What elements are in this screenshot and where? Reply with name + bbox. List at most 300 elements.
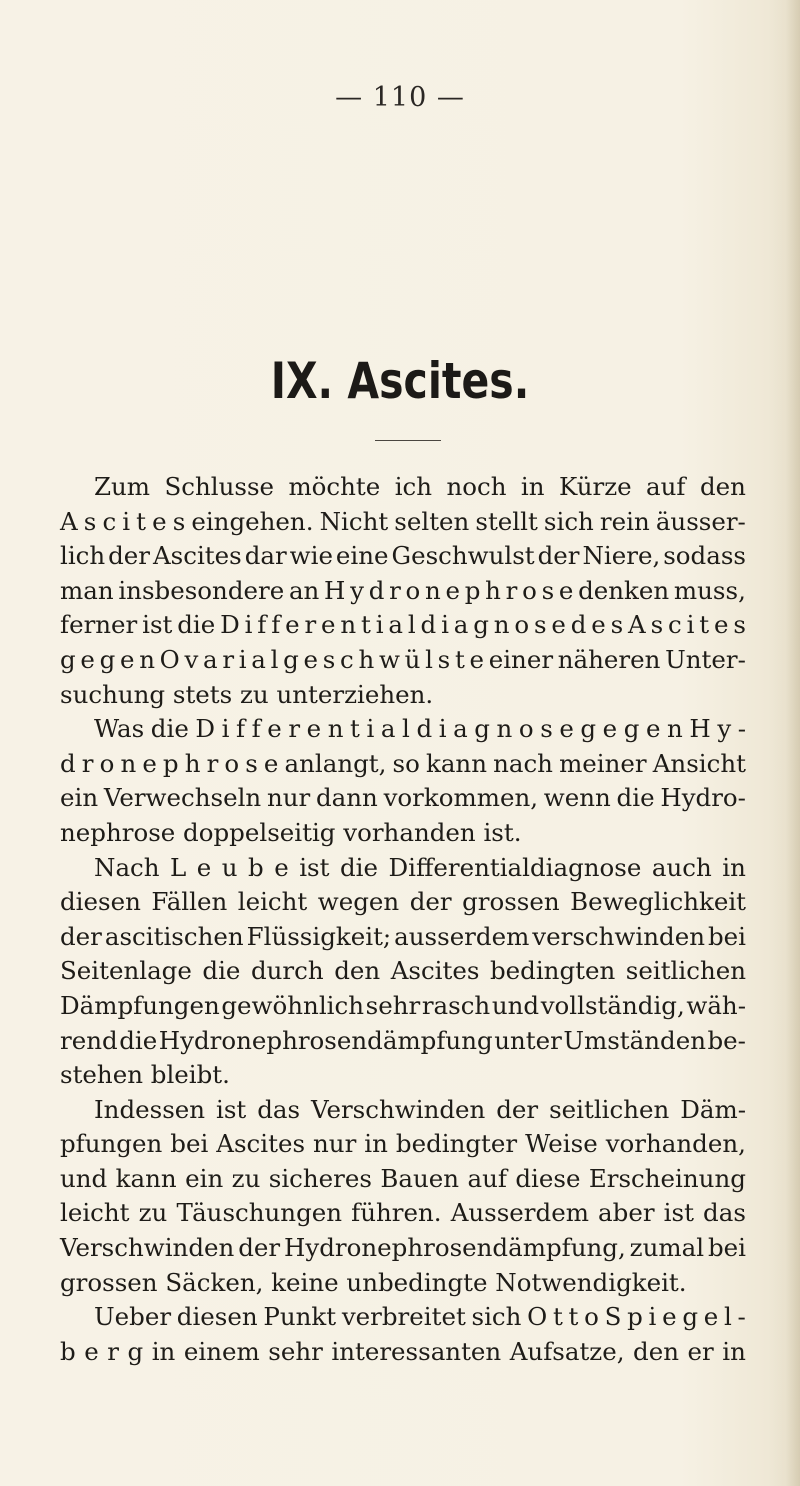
word: n: [327, 714, 344, 744]
word: r: [81, 748, 94, 778]
word: g: [623, 714, 640, 744]
word: insbesondere: [118, 575, 285, 605]
word: s: [245, 748, 258, 778]
word: wäh-: [686, 990, 746, 1020]
word: in: [722, 852, 746, 882]
word: einer: [488, 644, 554, 674]
word: einem: [183, 1336, 260, 1366]
word: g: [474, 714, 490, 744]
word: durch: [250, 956, 324, 986]
word: i: [366, 714, 375, 744]
word: y: [350, 575, 364, 605]
word: selten: [394, 506, 470, 536]
chapter-heading: IX. Ascites.: [270, 352, 530, 410]
word: e: [559, 714, 574, 744]
word: t: [361, 610, 371, 640]
word: e: [306, 714, 322, 744]
word: Umständen: [563, 1025, 706, 1055]
word: l: [270, 644, 279, 674]
text-line: [60, 712, 746, 747]
word: meiner: [559, 748, 647, 778]
word: e: [303, 644, 319, 674]
word: ist: [663, 1198, 694, 1228]
word: r: [505, 575, 518, 605]
word: o: [522, 575, 537, 605]
word: i: [438, 714, 447, 744]
word: u: [221, 852, 238, 882]
word: der: [238, 1233, 281, 1263]
word: p: [162, 748, 179, 778]
word: t: [699, 610, 710, 640]
word: a: [388, 610, 404, 640]
text-line: [60, 781, 746, 816]
word: zu: [138, 1198, 168, 1228]
word: D: [220, 610, 240, 640]
paragraph: [60, 470, 746, 712]
word: die: [177, 610, 216, 640]
text-line: [60, 574, 746, 609]
word: auch: [651, 852, 712, 882]
word: o: [224, 748, 240, 778]
text-line: [60, 1335, 746, 1370]
text-line: [60, 1196, 746, 1231]
word: y: [717, 714, 732, 744]
word: diesen: [176, 1302, 258, 1332]
word: vorhanden,: [605, 1129, 746, 1159]
word: die: [616, 783, 655, 813]
word: e: [142, 748, 157, 778]
word: näheren: [557, 644, 661, 674]
word: e: [267, 714, 282, 744]
word: t: [568, 1302, 579, 1332]
text-line: [60, 1162, 746, 1197]
word: p: [464, 575, 481, 605]
word: das: [257, 1094, 301, 1124]
word: in: [722, 1336, 746, 1366]
word: der: [60, 921, 102, 951]
word: anlangt,: [284, 748, 387, 778]
word: Nicht: [319, 506, 389, 536]
word: Verwechseln: [103, 783, 262, 813]
word: nur: [266, 783, 311, 813]
word: s: [533, 610, 547, 640]
word: ist: [216, 1094, 247, 1124]
text-line: stehen bleibt.: [60, 1060, 230, 1090]
word: Ansicht: [652, 748, 746, 778]
word: die: [150, 714, 189, 744]
word: i: [238, 644, 247, 674]
word: seitlichen: [625, 956, 746, 986]
word: Indessen: [94, 1094, 206, 1124]
word: l: [407, 610, 416, 640]
word: s: [650, 610, 664, 640]
word: i: [648, 1302, 657, 1332]
word: Beweglichkeit: [570, 887, 746, 917]
word: s: [322, 644, 336, 674]
text-line: [60, 470, 746, 505]
word: ein: [185, 1163, 224, 1193]
text-line: [60, 539, 746, 574]
word: und: [491, 990, 540, 1020]
word: sodass: [663, 541, 746, 571]
word: äusser-: [655, 506, 746, 536]
word: den: [699, 472, 746, 501]
word: d: [570, 610, 587, 640]
word: bei: [170, 1129, 209, 1159]
text-line: [60, 747, 746, 782]
word: zu: [231, 1163, 261, 1193]
word: die: [339, 852, 378, 882]
word: g: [60, 644, 76, 674]
word: in: [364, 1129, 388, 1159]
word: Verschwinden: [311, 1094, 486, 1124]
word: i: [221, 714, 230, 744]
word: d: [416, 714, 433, 744]
word: zumal: [629, 1233, 705, 1263]
word: der: [537, 541, 580, 571]
word: stellt: [475, 506, 538, 536]
word: er: [687, 1336, 714, 1366]
page-number: — 110 —: [335, 82, 465, 113]
word: t: [552, 1302, 563, 1332]
word: kann: [115, 1163, 177, 1193]
word: -: [737, 1302, 746, 1332]
word: vorkommen,: [383, 783, 539, 813]
word: Hydro-: [660, 783, 746, 813]
word: sich: [543, 506, 594, 536]
word: l: [723, 1302, 732, 1332]
word: S: [604, 1302, 622, 1332]
paragraph: [60, 1093, 746, 1301]
word: e: [645, 714, 661, 744]
word: A: [628, 610, 646, 640]
word: e: [662, 1302, 677, 1332]
word: lich: [60, 541, 106, 571]
word: t: [136, 506, 147, 536]
word: ascitischen: [104, 921, 244, 951]
word: Ascites: [152, 541, 242, 571]
text-line: [60, 954, 746, 989]
word: s: [172, 506, 186, 536]
text-line: [60, 885, 746, 920]
word: e: [119, 644, 135, 674]
word: man: [60, 575, 114, 605]
word: Schlusse: [164, 472, 275, 501]
word: pfungen: [60, 1129, 163, 1159]
word: i: [441, 610, 449, 640]
word: w: [378, 644, 400, 674]
word: e: [152, 506, 167, 536]
word: nach: [493, 748, 553, 778]
word: Punkt: [263, 1302, 337, 1332]
word: ein: [60, 783, 99, 813]
word: wie: [289, 541, 333, 571]
word: r: [222, 644, 235, 674]
word: n: [139, 644, 155, 674]
word: s: [540, 714, 553, 744]
word: e: [274, 852, 289, 882]
paragraph: [60, 851, 746, 1093]
word: i: [244, 610, 253, 640]
word: Ausserdem: [450, 1198, 589, 1228]
word: sich: [471, 1302, 522, 1332]
word: aber: [598, 1198, 655, 1228]
text-line: [60, 608, 746, 643]
word: Täuschungen: [176, 1198, 343, 1228]
word: Erscheinung: [588, 1163, 746, 1193]
word: seitlichen: [549, 1094, 670, 1124]
word: h: [184, 748, 201, 778]
word: das: [703, 1198, 746, 1228]
word: Geschwulst: [391, 541, 535, 571]
word: e: [602, 714, 618, 744]
word: wenn: [543, 783, 611, 813]
word: in: [151, 1336, 176, 1366]
word: auf: [646, 472, 686, 501]
word: Seitenlage: [60, 956, 192, 986]
word: Was: [94, 714, 145, 744]
text-line: [60, 920, 746, 955]
word: i: [686, 610, 695, 640]
word: an: [288, 575, 320, 605]
word: muss,: [673, 575, 746, 605]
word: kann: [425, 748, 487, 778]
word: e: [196, 852, 212, 882]
word: t: [454, 644, 465, 674]
word: s: [733, 610, 746, 640]
word: e: [703, 1302, 719, 1332]
word: ist: [142, 610, 173, 640]
word: a: [380, 714, 396, 744]
word: Däm-: [680, 1094, 746, 1124]
word: f: [251, 714, 261, 744]
word: Flüssigkeit;: [246, 921, 392, 951]
word: noch: [446, 472, 507, 501]
word: n: [667, 714, 683, 744]
word: Verschwinden: [60, 1233, 235, 1263]
word: b: [248, 852, 264, 882]
word: be-: [707, 1025, 746, 1055]
word: ferner: [60, 610, 138, 640]
word: so: [392, 748, 420, 778]
word: Ascites: [390, 956, 480, 986]
text-line: [60, 643, 746, 678]
word: c: [102, 506, 117, 536]
word: verschwinden: [532, 921, 705, 951]
word: g: [283, 644, 299, 674]
word: Zum: [94, 472, 151, 501]
word: Hydronephrosendämpfung: [158, 1025, 493, 1055]
page-edge-shadow: [786, 0, 800, 1486]
word: e: [263, 748, 279, 778]
text-line: [60, 1231, 746, 1266]
word: rasch: [421, 990, 491, 1020]
word: b: [60, 1336, 76, 1366]
word: ich: [394, 472, 433, 501]
word: grossen: [462, 887, 560, 917]
word: l: [425, 644, 433, 674]
word: a: [453, 610, 469, 640]
word: der: [496, 1094, 539, 1124]
word: g: [473, 610, 489, 640]
word: die: [119, 1025, 158, 1055]
word: e: [80, 644, 95, 674]
word: unter: [494, 1025, 562, 1055]
word: Aufsatze,: [509, 1336, 625, 1366]
word: d: [368, 575, 385, 605]
word: sehr: [268, 1336, 323, 1366]
word: sicheres: [268, 1163, 372, 1193]
word: und: [60, 1163, 108, 1193]
word: gewöhnlich: [221, 990, 365, 1020]
word: f: [236, 714, 246, 744]
word: den: [334, 956, 381, 986]
word: ü: [404, 644, 421, 674]
text-line: [60, 505, 746, 540]
word: r: [389, 575, 401, 605]
word: a: [203, 644, 218, 674]
word: s: [437, 644, 451, 674]
word: O: [159, 644, 180, 674]
word: o: [514, 610, 530, 640]
word: f: [257, 610, 267, 640]
word: auf: [467, 1163, 507, 1193]
word: dann: [315, 783, 378, 813]
word: Kürze: [558, 472, 632, 501]
word: Ascites: [216, 1129, 306, 1159]
word: A: [60, 506, 78, 536]
word: h: [358, 644, 375, 674]
word: e: [84, 1336, 99, 1366]
word: e: [285, 610, 300, 640]
word: leicht: [60, 1198, 130, 1228]
word: leicht: [237, 887, 308, 917]
word: Ueber: [94, 1302, 172, 1332]
word: g: [127, 1336, 144, 1366]
word: g: [99, 644, 116, 674]
word: Dämpfungen: [60, 990, 220, 1020]
paragraph: [60, 1300, 746, 1369]
word: diese: [515, 1163, 581, 1193]
word: ausserdem: [394, 921, 530, 951]
word: bei: [707, 921, 746, 951]
word: Fällen: [151, 887, 228, 917]
word: n: [493, 610, 510, 640]
word: n: [120, 748, 137, 778]
word: denken: [578, 575, 670, 605]
word: der: [409, 887, 452, 917]
word: i: [122, 506, 131, 536]
word: e: [445, 575, 461, 605]
word: den: [633, 1336, 679, 1366]
word: Nach: [94, 852, 160, 882]
paragraph: [60, 712, 746, 850]
word: Weise: [525, 1129, 598, 1159]
word: bedingter: [395, 1129, 518, 1159]
word: interessanten: [331, 1336, 502, 1366]
word: bei: [707, 1233, 746, 1263]
word: e: [469, 644, 485, 674]
word: f: [271, 610, 281, 640]
text-line: [60, 1127, 746, 1162]
word: nur: [313, 1129, 357, 1159]
word: rend: [60, 1025, 118, 1055]
word: Niere,: [582, 541, 661, 571]
text-line: suchung stets zu unterziehen.: [60, 679, 434, 709]
word: r: [107, 1336, 119, 1366]
word: h: [485, 575, 501, 605]
word: i: [375, 610, 384, 640]
word: s: [610, 610, 624, 640]
word: n: [425, 575, 441, 605]
text-line: grossen Säcken, keine unbedingte Notwendigkeit.: [60, 1267, 687, 1297]
word: s: [83, 506, 97, 536]
word: diesen: [60, 887, 141, 917]
word: e: [558, 575, 574, 605]
word: e: [591, 610, 606, 640]
word: r: [288, 714, 301, 744]
text-line: [60, 1024, 746, 1059]
word: verbreitet: [341, 1302, 466, 1332]
word: l: [402, 714, 410, 744]
word: d: [420, 610, 437, 640]
word: v: [184, 644, 199, 674]
word: vollständig,: [540, 990, 685, 1020]
word: r: [304, 610, 317, 640]
text-line: [60, 989, 746, 1024]
word: rein: [599, 506, 650, 536]
word: o: [405, 575, 421, 605]
word: Differentialdiagnose: [388, 852, 642, 882]
text-line: nephrose doppelseitig vorhanden ist.: [60, 817, 522, 847]
word: möchte: [288, 472, 381, 501]
word: führen.: [351, 1198, 442, 1228]
word: Unter-: [665, 644, 746, 674]
word: bedingten: [489, 956, 616, 986]
word: in: [520, 472, 545, 501]
heading-divider: [375, 440, 441, 441]
word: eingehen.: [191, 506, 314, 536]
word: O: [527, 1302, 548, 1332]
text-line: [60, 1093, 746, 1128]
word: D: [195, 714, 216, 744]
word: eine: [335, 541, 389, 571]
word: d: [60, 748, 76, 778]
word: der: [108, 541, 151, 571]
word: -: [737, 714, 746, 744]
word: p: [627, 1302, 643, 1332]
word: o: [584, 1302, 599, 1332]
word: dar: [244, 541, 287, 571]
word: L: [170, 852, 187, 882]
word: Bauen: [380, 1163, 460, 1193]
word: n: [340, 610, 357, 640]
word: H: [689, 714, 711, 744]
word: t: [350, 714, 360, 744]
word: c: [668, 610, 682, 640]
word: e: [551, 610, 566, 640]
word: s: [541, 575, 555, 605]
word: die: [202, 956, 241, 986]
word: sehr: [365, 990, 421, 1020]
word: Hydronephrosendämpfung,: [284, 1233, 626, 1263]
word: e: [713, 610, 729, 640]
word: wegen: [317, 887, 400, 917]
word: n: [496, 714, 513, 744]
word: H: [324, 575, 346, 605]
word: g: [682, 1302, 698, 1332]
text-line: [60, 851, 746, 886]
